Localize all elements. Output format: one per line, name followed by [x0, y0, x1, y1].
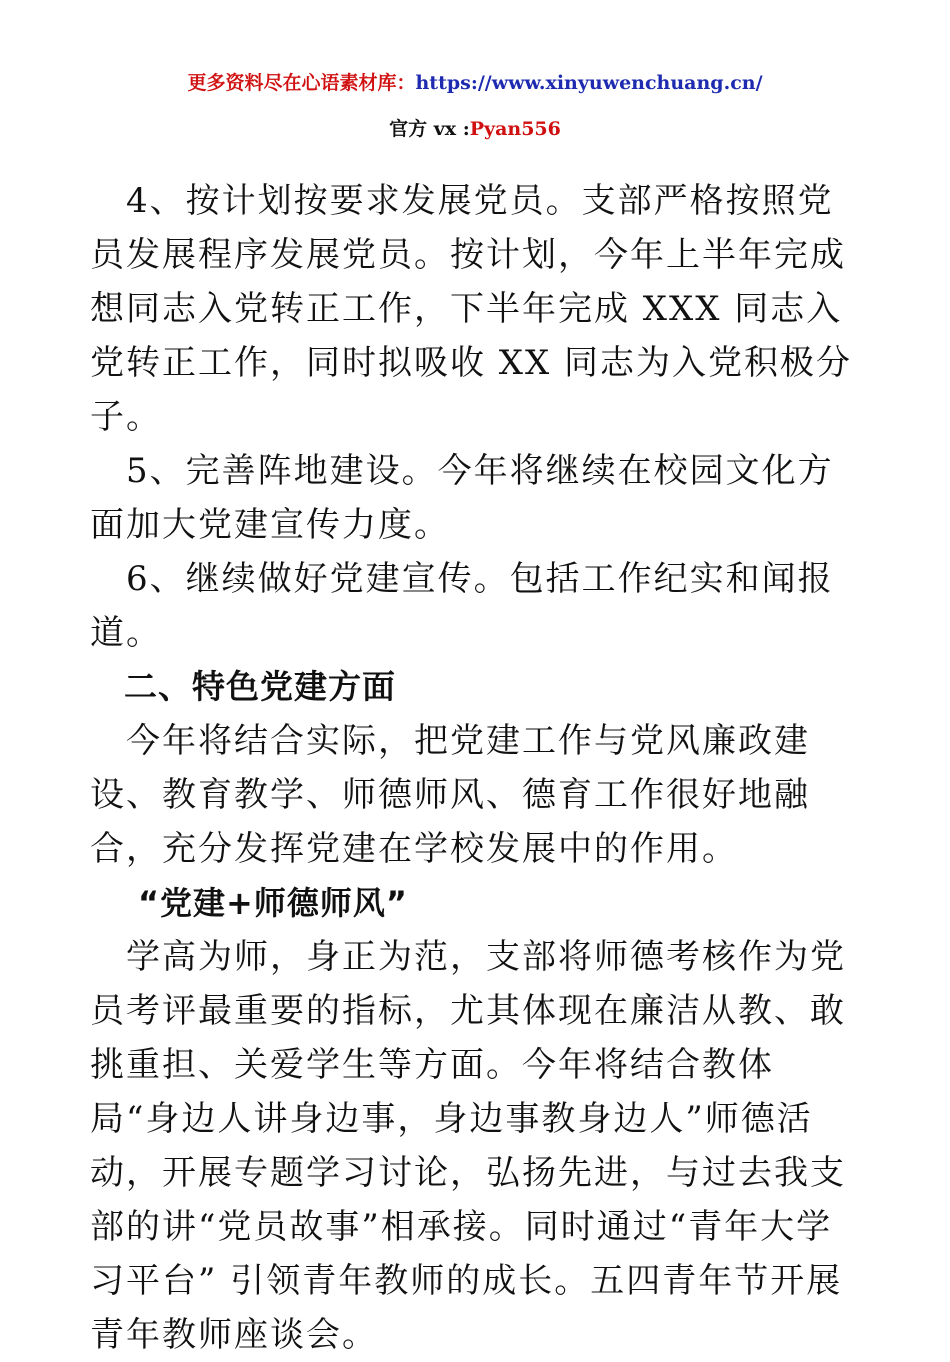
vx-header	[0, 116, 950, 142]
paragraph-item-6: 6、继续做好党建宣传。包括工作纪实和闻报道。	[90, 559, 834, 653]
paragraph-item-4: 4、按计划按要求发展党员。支部严格按照党员发展程序发展党员。按计划，今年上半年完成想同志入党转正工作，下半年完成 XXX 同志入党转正工作，同时拟吸收 XX 同志为入党积极分子。	[90, 181, 853, 437]
promo-header	[0, 70, 950, 96]
promo-url-link[interactable]: https://www.xinyuwenchuang.cn/	[415, 72, 763, 94]
document-body	[90, 174, 865, 1362]
section-intro: 今年将结合实际，把党建工作与党风廉政建设、教育教学、师德师风、德育工作很好地融合，充分发挥党建在学校发展中的作用。	[90, 721, 810, 869]
paragraph-item-5: 5、完善阵地建设。今年将继续在校园文化方面加大党建宣传力度。	[90, 451, 834, 545]
subsection-body: 学高为师，身正为范，支部将师德考核作为党员考评最重要的指标，尤其体现在廉洁从教、敢挑重担、关爱学生等方面。今年将结合教体局“身边人讲身边事，身边事教身边人”师德活动，开展专题学习讨论，弘扬先进，与过去我支部的讲“党员故事”相承接。同时通过“青年大学习平台” 引领青年教师的成长。五四青年节开展青年教师座谈会。	[90, 937, 846, 1355]
promo-label: 更多资料尽在心语素材库：	[187, 72, 416, 94]
vx-label: 官方 vx :	[389, 118, 470, 140]
vx-id: Pyan556	[469, 118, 561, 140]
subsection-heading: “党建+师德师风”	[138, 884, 408, 922]
section-heading: 二、特色党建方面	[124, 667, 396, 706]
